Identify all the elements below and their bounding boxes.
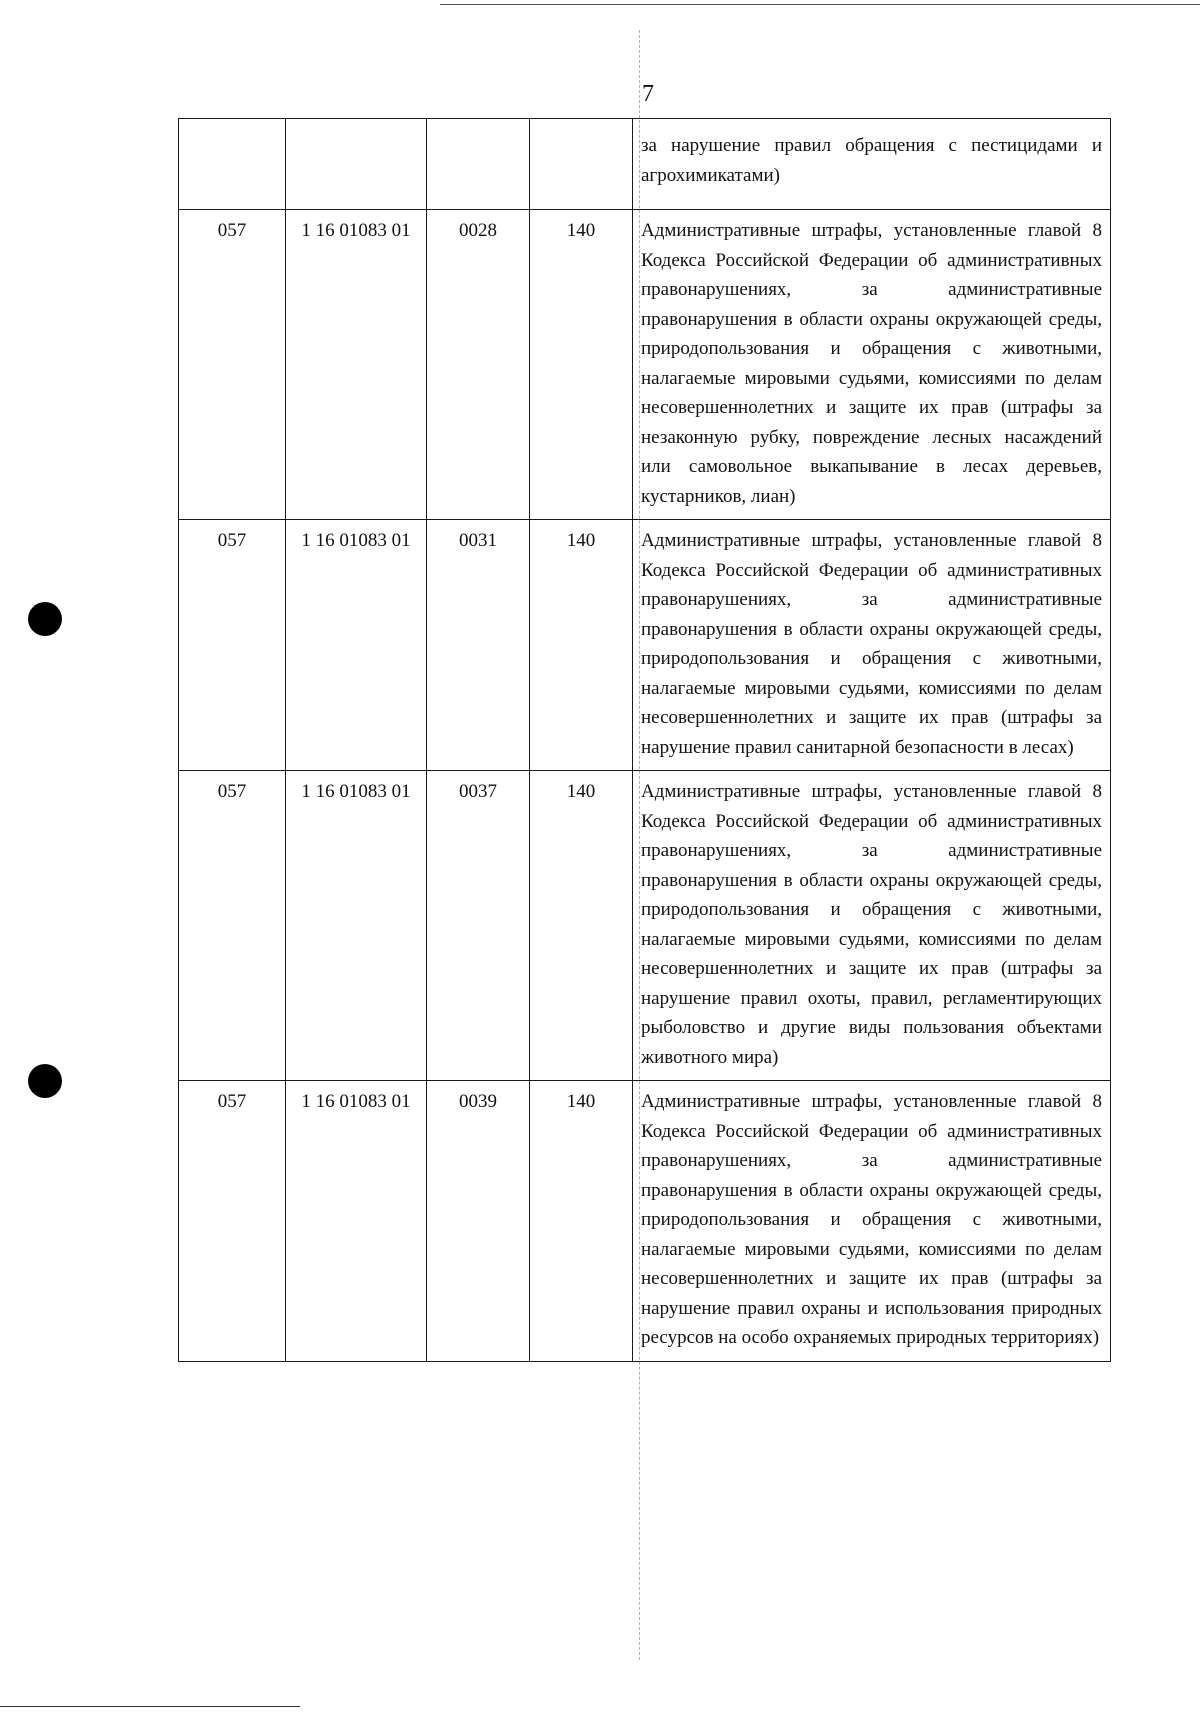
table-row-continued bbox=[179, 119, 1111, 210]
description-cell: Административные штрафы, установленные главой 8 Кодекса Российской Федерации об административных правонарушениях, за административные правонарушения в области охраны окружающей среды, природопользования и обращения с животными, налагаемые мировыми судьями, комиссиями по делам несовершеннолетних и защите их прав (штрафы за нарушение правил охраны и использования природных ресурсов на особо охраняемых природных территориях) bbox=[633, 1081, 1111, 1362]
admin-code-cell bbox=[179, 119, 286, 210]
description-cell: Административные штрафы, установленные главой 8 Кодекса Российской Федерации об административных правонарушениях, за административные правонарушения в области охраны окружающей среды, природопользования и обращения с животными, налагаемые мировыми судьями, комиссиями по делам несовершеннолетних и защите их прав (штрафы за нарушение правил охоты, правил, регламентирующих рыболовство и другие виды пользования объектами животного мира) bbox=[633, 771, 1111, 1081]
admin-code-cell: 057 bbox=[179, 210, 286, 520]
punch-hole bbox=[28, 1064, 62, 1098]
kosgu-cell: 140 bbox=[530, 1081, 633, 1362]
kosgu-cell bbox=[530, 119, 633, 210]
admin-code-cell: 057 bbox=[179, 1081, 286, 1362]
kosgu-cell: 140 bbox=[530, 210, 633, 520]
table-row bbox=[179, 210, 1111, 520]
table-row bbox=[179, 771, 1111, 1081]
table-row bbox=[179, 520, 1111, 771]
admin-code-cell: 057 bbox=[179, 771, 286, 1081]
revenue-codes-table bbox=[178, 118, 1111, 1362]
description-cell: за нарушение правил обращения с пестицидами и агрохимикатами) bbox=[633, 119, 1111, 210]
kosgu-cell: 140 bbox=[530, 771, 633, 1081]
subcode-cell: 0028 bbox=[427, 210, 530, 520]
subcode-cell: 0037 bbox=[427, 771, 530, 1081]
subcode-cell: 0039 bbox=[427, 1081, 530, 1362]
table-row bbox=[179, 1081, 1111, 1362]
subcode-cell: 0031 bbox=[427, 520, 530, 771]
kbk-cell: 1 16 01083 01 bbox=[286, 520, 427, 771]
kbk-cell bbox=[286, 119, 427, 210]
kbk-cell: 1 16 01083 01 bbox=[286, 1081, 427, 1362]
page-number: 7 bbox=[642, 81, 654, 107]
kbk-cell: 1 16 01083 01 bbox=[286, 771, 427, 1081]
scan-bottom-edge-line bbox=[0, 1706, 300, 1707]
kbk-cell: 1 16 01083 01 bbox=[286, 210, 427, 520]
description-cell: Административные штрафы, установленные главой 8 Кодекса Российской Федерации об административных правонарушениях, за административные правонарушения в области охраны окружающей среды, природопользования и обращения с животными, налагаемые мировыми судьями, комиссиями по делам несовершеннолетних и защите их прав (штрафы за незаконную рубку, повреждение лесных насаждений или самовольное выкапывание в лесах деревьев, кустарников, лиан) bbox=[633, 210, 1111, 520]
description-cell: Административные штрафы, установленные главой 8 Кодекса Российской Федерации об административных правонарушениях, за административные правонарушения в области охраны окружающей среды, природопользования и обращения с животными, налагаемые мировыми судьями, комиссиями по делам несовершеннолетних и защите их прав (штрафы за нарушение правил санитарной безопасности в лесах) bbox=[633, 520, 1111, 771]
punch-hole bbox=[28, 602, 62, 636]
kosgu-cell: 140 bbox=[530, 520, 633, 771]
subcode-cell bbox=[427, 119, 530, 210]
scan-top-edge-line bbox=[440, 4, 1200, 5]
admin-code-cell: 057 bbox=[179, 520, 286, 771]
